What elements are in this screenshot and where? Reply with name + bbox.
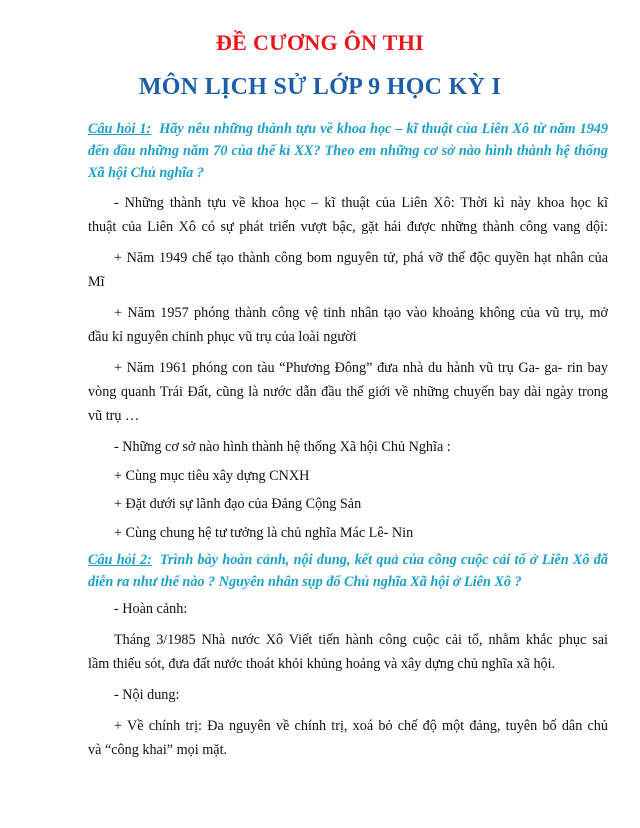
answer-1-line: + Cùng chung hệ tư tưởng là chủ nghĩa Mác Lê- Nin bbox=[114, 525, 414, 541]
answer-2-line: và “công khai” mọi mặt. bbox=[88, 742, 228, 758]
question-2-text: Trình bày hoàn cảnh, nội dung, kết quả của công cuộc cải tổ ở Liên Xô đã diễn ra như thế nào ? Nguyên nhân sụp đổ Chủ nghĩa Xã hội ở Liên Xô ? bbox=[88, 552, 608, 590]
answer-1-line: vũ trụ … bbox=[88, 408, 140, 424]
question-2-heading bbox=[88, 549, 608, 593]
answer-2-line: + Về chính trị: Đa nguyên về chính trị, xoá bỏ chế độ một đảng, tuyên bố dân chủ bbox=[114, 718, 608, 734]
document-subtitle: MÔN LỊCH SỬ LỚP 9 HỌC KỲ I bbox=[138, 74, 502, 100]
answer-2-line: lầm thiếu sót, đưa đất nước thoát khỏi khủng hoảng và xây dựng chủ nghĩa xã hội. bbox=[88, 656, 556, 672]
question-2-label: Câu hỏi 2: bbox=[88, 552, 152, 568]
answer-1-line: vòng quanh Trái Đất, cũng là nước dẫn đầu thế giới về những chuyến bay dài ngày trong bbox=[88, 384, 608, 400]
answer-2-line: - Hoàn cảnh: bbox=[114, 601, 188, 617]
answer-2-line: Tháng 3/1985 Nhà nước Xô Viết tiến hành công cuộc cải tổ, nhằm khắc phục sai bbox=[114, 632, 608, 648]
answer-1-line: đầu kỉ nguyên chinh phục vũ trụ của loài người bbox=[88, 329, 357, 345]
answer-1-line: + Đặt dưới sự lãnh đạo của Đảng Cộng Sản bbox=[114, 496, 362, 512]
answer-1-line: - Những cơ sở nào hình thành hệ thống Xã hội Chủ Nghĩa : bbox=[114, 439, 451, 455]
answer-1-line: + Cùng mục tiêu xây dựng CNXH bbox=[114, 468, 310, 484]
question-1-label: Câu hỏi 1: bbox=[88, 121, 152, 137]
answer-1-line: Mĩ bbox=[88, 274, 105, 290]
answer-1-line: + Năm 1949 chế tạo thành công bom nguyên tử, phá vỡ thế độc quyền hạt nhân của bbox=[114, 250, 608, 266]
answer-1-line: thuật của Liên Xô có sự phát triển vượt bậc, gặt hái được những thành công vang dội: bbox=[88, 219, 608, 235]
answer-1-line: + Năm 1957 phóng thành công vệ tinh nhân tạo vào khoảng không của vũ trụ, mở bbox=[114, 305, 608, 321]
question-1-text: Hãy nêu những thành tựu về khoa học – kĩ thuật của Liên Xô từ năm 1949 đến đầu những năm 70 của thế kỉ XX? Theo em những cơ sở nào hình thành hệ thống Xã hội Chủ nghĩa ? bbox=[88, 121, 608, 181]
answer-2-line: - Nội dung: bbox=[114, 687, 180, 703]
question-1-heading bbox=[88, 118, 608, 184]
answer-1-line: - Những thành tựu về khoa học – kĩ thuật của Liên Xô: Thời kì này khoa học kĩ bbox=[114, 195, 608, 211]
answer-1-line: + Năm 1961 phóng con tàu “Phương Đông” đưa nhà du hành vũ trụ Ga- ga- rin bay bbox=[114, 360, 608, 376]
document-title: ĐỀ CƯƠNG ÔN THI bbox=[215, 30, 425, 55]
